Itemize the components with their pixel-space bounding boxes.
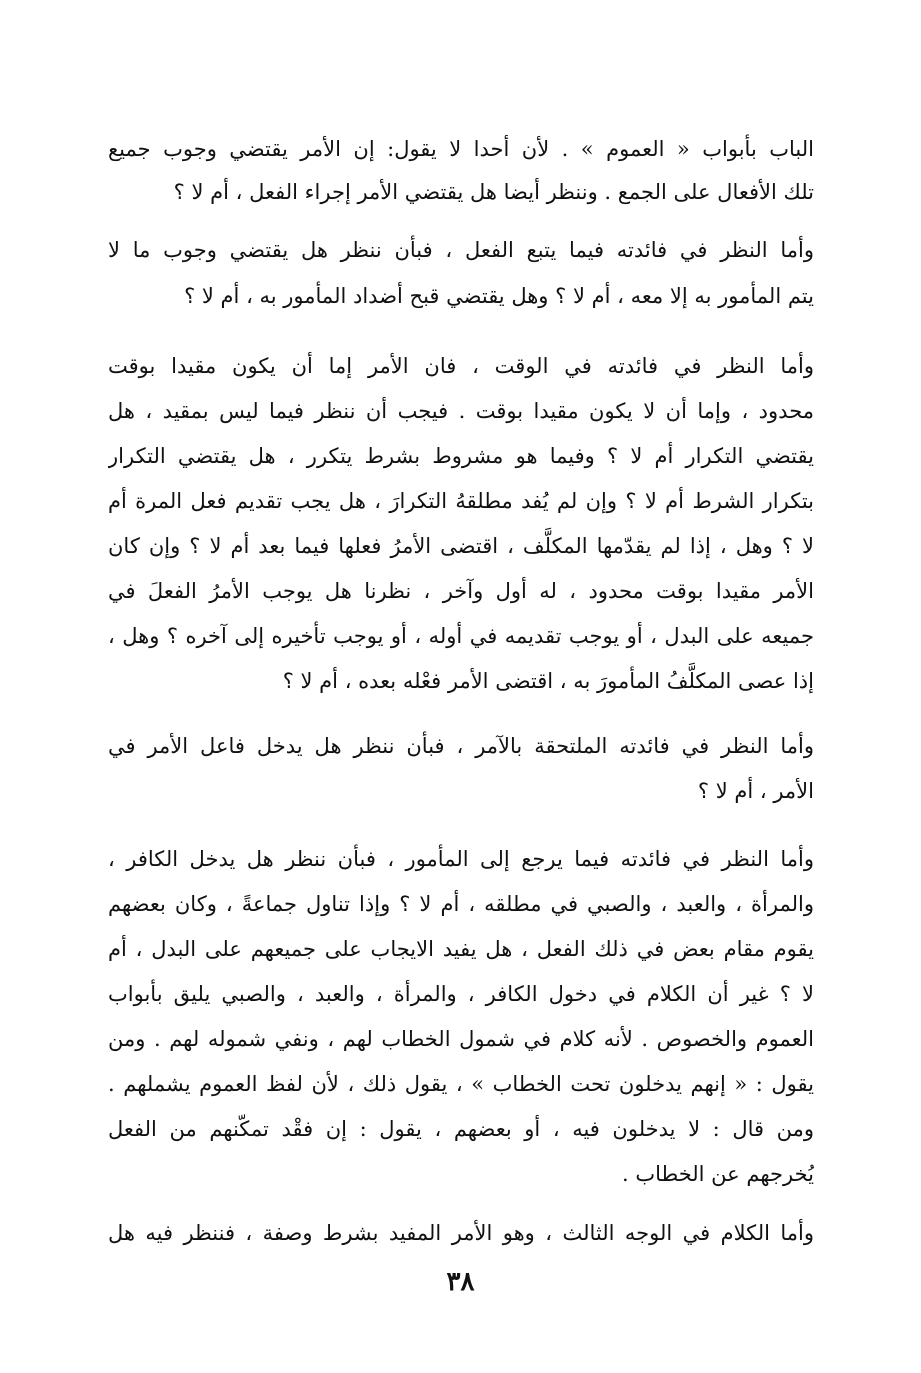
text-line: الباب بأبواب « العموم » . لأن أحدا لا يقول: إن الأمر يقتضي وجوب جميع xyxy=(108,137,814,161)
text-line: وأما النظر في فائدته في الوقت ، فان الأمر إما أن يكون مقيدا بوقت xyxy=(108,354,814,378)
text-line: تلك الأفعال على الجمع . وننظر أيضا هل يقتضي الأمر إجراء الفعل ، أم لا ؟ xyxy=(173,180,814,204)
text-line: يتم المأمور به إلا معه ، أم لا ؟ وهل يقتضي قبح أضداد المأمور به ، أم لا ؟ xyxy=(184,284,814,308)
text-line: جميعه على البدل ، أو يوجب تقديمه في أوله ، أو يوجب تأخيره إلى آخره ؟ وهل ، xyxy=(108,624,814,648)
text-line: يقوم مقام بعض في ذلك الفعل ، هل يفيد الايجاب على جميعهم على البدل ، أم xyxy=(108,937,814,961)
text-line: بتكرار الشرط أم لا ؟ وإن لم يُفد مطلقهُ التكرارَ ، هل يجب تقديم فعل المرة أم xyxy=(108,489,814,513)
text-line: وأما النظر في فائدته فيما يرجع إلى المأمور ، فبأن ننظر هل يدخل الكافر ، xyxy=(108,847,814,871)
text-line: لا ؟ وهل ، إذا لم يقدّمها المكلَّف ، اقتضى الأمرُ فعلها فيما بعد أم لا ؟ وإن كان xyxy=(108,534,814,558)
text-line: محدود ، وإما أن لا يكون مقيدا بوقت . فيجب أن ننظر فيما ليس بمقيد ، هل xyxy=(108,399,814,423)
text-line: إذا عصى المكلَّفُ المأمورَ به ، اقتضى الأمر فعْله بعده ، أم لا ؟ xyxy=(282,669,814,693)
text-line: والمرأة ، والعبد ، والصبي في مطلقه ، أم لا ؟ وإذا تناول جماعةً ، وكان بعضهم xyxy=(108,892,814,916)
text-line: يقول : « إنهم يدخلون تحت الخطاب » ، يقول ذلك ، لأن لفظ العموم يشملهم . xyxy=(108,1072,814,1096)
text-line: وأما النظر في فائدته الملتحقة بالآمر ، فبأن ننظر هل يدخل فاعل الأمر في xyxy=(108,734,814,758)
text-line: وأما النظر في فائدته فيما يتبع الفعل ، فبأن ننظر هل يقتضي وجوب ما لا xyxy=(108,238,814,262)
text-line: لا ؟ غير أن الكلام في دخول الكافر ، والمرأة ، والعبد ، والصبي يليق بأبواب xyxy=(108,982,814,1006)
text-line: الأمر ، أم لا ؟ xyxy=(697,779,814,803)
text-line: العموم والخصوص . لأنه كلام في شمول الخطاب لهم ، ونفي شموله لهم . ومن xyxy=(108,1027,814,1051)
text-line: يُخرجهم عن الخطاب . xyxy=(621,1162,814,1186)
page-number: ٣٨ xyxy=(446,1267,475,1297)
text-line: يقتضي التكرار أم لا ؟ وفيما هو مشروط بشرط يتكرر ، هل يقتضي التكرار xyxy=(108,444,814,468)
text-line: ومن قال : لا يدخلون فيه ، أو بعضهم ، يقول : إن فقْد تمكّنهم من الفعل xyxy=(108,1117,814,1141)
text-line: وأما الكلام في الوجه الثالث ، وهو الأمر المفيد بشرط وصفة ، فننظر فيه هل xyxy=(108,1221,814,1245)
text-line: الأمر مقيدا بوقت محدود ، له أول وآخر ، نظرنا هل يوجب الأمرُ الفعلَ في xyxy=(108,579,814,603)
